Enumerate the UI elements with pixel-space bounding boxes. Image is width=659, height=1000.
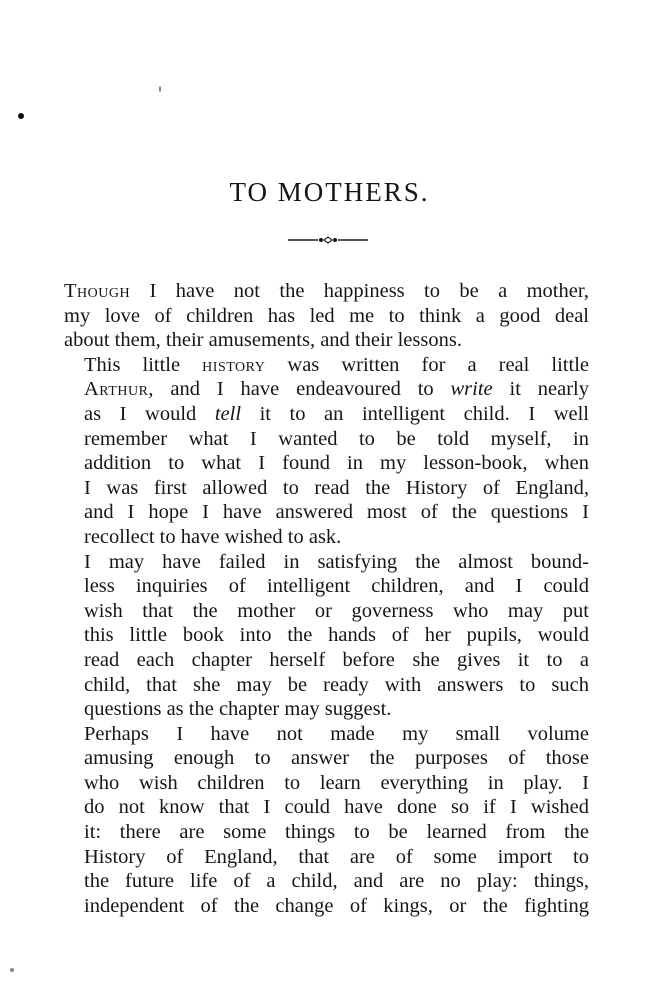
text-line [64,869,589,894]
text-line [64,673,589,698]
text-line [64,820,589,845]
text-line [64,599,589,624]
text-line [64,550,589,575]
text-run: independent of the change of kings, or the fighting [84,894,589,917]
text-line [64,328,589,353]
text-run: read each chapter herself before she gives it to a [84,648,589,671]
text-run: it: there are some things to be learned from the [84,821,589,844]
italic-text: tell [214,402,242,425]
ink-speck [18,113,24,119]
text-line [64,279,589,304]
text-line [64,525,589,550]
text-line [64,771,589,796]
body-text [64,279,589,918]
text-run: less inquiries of intelligent children, and I could [84,575,589,598]
small-caps-text: Arthur [84,378,149,401]
text-line [64,746,589,771]
text-run: recollect to have wished to ask. [84,525,342,548]
paragraph [64,279,589,353]
small-caps-text: Though [64,280,131,302]
text-run: was written for a real little [265,353,589,376]
text-run: my love of children has led me to think a good deal [64,304,589,327]
text-run: it to an intelligent child. I well [241,402,590,425]
paragraph [64,550,589,722]
small-caps-text: history [202,353,266,376]
text-run: amusing enough to answer the purposes of those [84,747,589,770]
text-run: it nearly [492,378,589,401]
text-run: This little [84,353,203,376]
text-line [64,451,589,476]
text-run: remember what I wanted to be told myself, in [84,427,589,450]
text-run: Perhaps I have not made my small volume [84,722,589,745]
text-line [64,623,589,648]
text-run: History of England, that are of some import to [84,845,589,868]
italic-text: write [450,378,493,401]
text-line [64,476,589,501]
text-line [64,304,589,329]
text-line [64,722,589,747]
text-line [64,894,589,919]
text-run: I was first allowed to read the History of England, [84,476,589,499]
text-run: do not know that I could have done so if I wished [84,796,589,819]
text-run: child, that she may be ready with answers to such [84,673,589,696]
title-ornament [288,232,368,248]
text-line [64,353,589,378]
text-run: wish that the mother or governess who may put [84,599,589,622]
text-line [64,574,589,599]
text-run: addition to what I found in my lesson-book, when [84,452,589,475]
text-line [64,402,589,427]
text-run: I have not the happiness to be a mother, [130,280,589,302]
ink-speck [159,86,161,92]
ink-speck [10,968,14,972]
text-run: about them, their amusements, and their lessons. [64,329,462,352]
text-line [64,427,589,452]
paragraph [64,353,589,550]
text-line [64,697,589,722]
paragraph [64,722,589,919]
text-line [64,500,589,525]
text-run: who wish children to learn everything in play. I [84,771,589,794]
text-run: this little book into the hands of her pupils, would [84,624,589,647]
text-line [64,648,589,673]
text-line [64,377,589,402]
text-line [64,845,589,870]
page-title: TO MOTHERS. [229,177,430,207]
text-line [64,795,589,820]
text-run: the future life of a child, and are no play: things, [84,870,589,893]
text-run: and I hope I have answered most of the questions I [84,501,589,524]
text-run: as I would [84,402,215,425]
text-run: I may have failed in satisfying the almost bound- [84,550,589,573]
text-run: , and I have endeavoured to [148,378,451,401]
text-run: questions as the chapter may suggest. [84,698,392,721]
